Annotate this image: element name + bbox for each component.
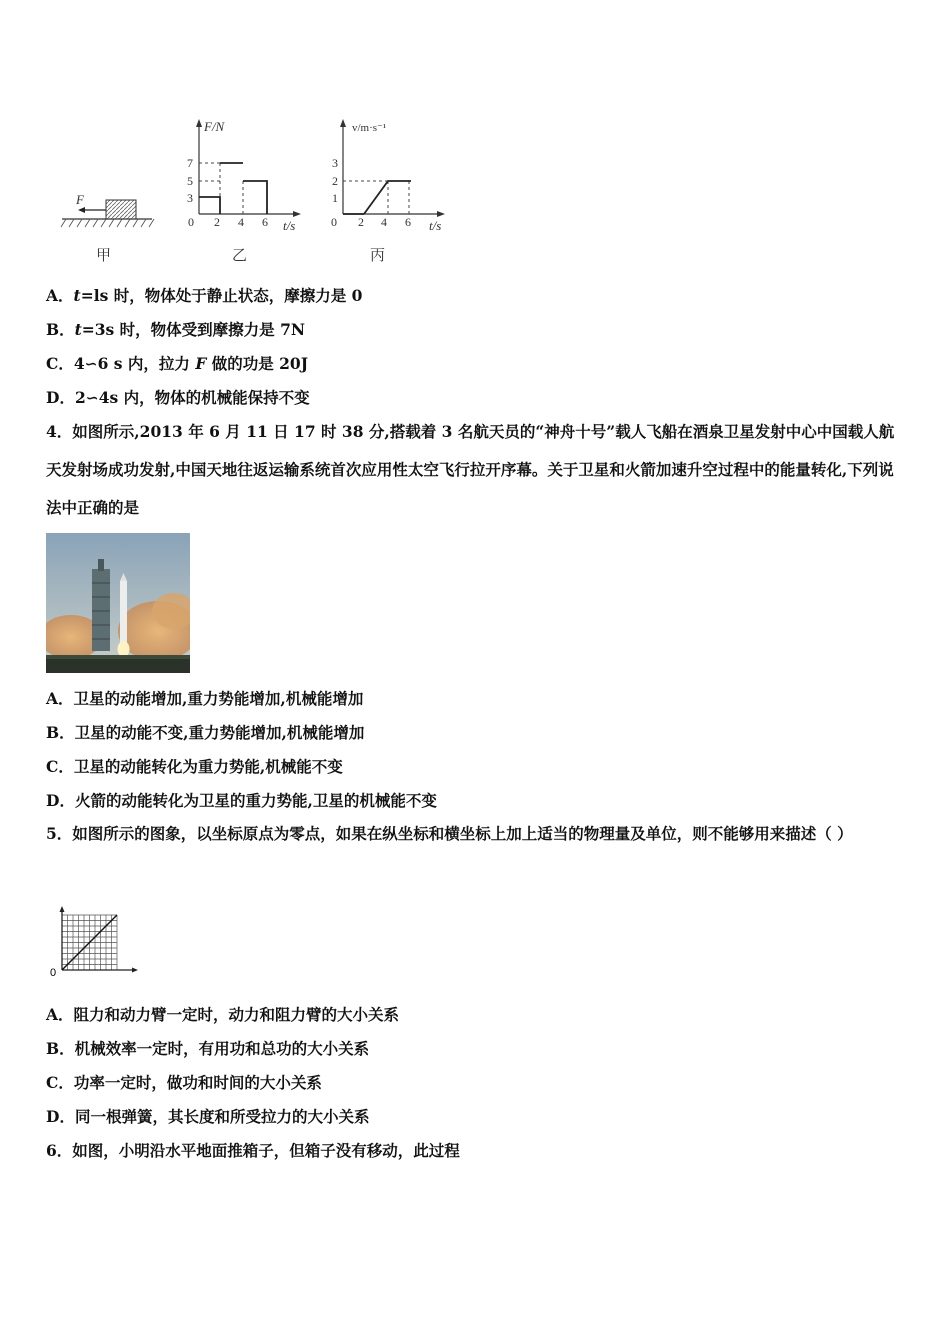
rocket: [120, 581, 127, 643]
ytick-5: 5: [187, 174, 193, 188]
option-text-pre: C．4∽6 s 内，拉力: [46, 354, 190, 373]
q3-option-a: [46, 285, 362, 307]
q5-option-a: A．阻力和动力臂一定时，动力和阻力臂的大小关系: [46, 1005, 400, 1024]
q5-linear-graph: [46, 905, 141, 984]
figure-yi-svg: [184, 112, 319, 270]
xtick-6: 6: [262, 215, 268, 229]
xtick-4: 4: [381, 215, 387, 229]
ytick-7: 7: [187, 156, 193, 170]
caption-yi: 乙: [232, 248, 248, 264]
ytick-3: 3: [187, 191, 193, 205]
q5-option-b: B．机械效率一定时，有用功和总功的大小关系: [46, 1039, 370, 1058]
xtick-0: 0: [188, 215, 194, 229]
xtick-4: 4: [238, 215, 244, 229]
q4-option-b: B．卫星的动能不变,重力势能增加,机械能增加: [46, 723, 365, 742]
caption-bing: 丙: [370, 248, 386, 264]
option-letter: A．: [46, 286, 74, 305]
rocket-launch-photo: [46, 533, 190, 673]
option-letter: B．: [46, 320, 75, 339]
xtick-2: 2: [214, 215, 220, 229]
option-text: =ls 时，物体处于静止状态，摩擦力是 0: [80, 286, 363, 305]
q5-option-c: C．功率一定时，做功和时间的大小关系: [46, 1073, 322, 1092]
rocket-launch-svg: [46, 533, 190, 673]
velocity-curve: [343, 181, 411, 214]
block: [106, 200, 136, 219]
xtick-2: 2: [358, 215, 364, 229]
var-f: F: [195, 354, 207, 373]
origin-label: 0: [50, 967, 57, 979]
figure-bing-svg: [328, 112, 460, 270]
q4-option-d: D．火箭的动能转化为卫星的重力势能,卫星的机械能不变: [46, 791, 437, 810]
q4-stem: 4．如图所示,2013 年 6 月 11 日 17 时 38 分,搭载着 3 名航天员的“神舟十号”载人飞船在酒泉卫星发射中心中国载人航天发射场成功发射,中国天地往返运输系统首次应用性太空飞行拉开序幕。关于卫星和火箭加速升空过程中的能量转化,下列说法中正确的是: [46, 422, 895, 517]
q6-stem: 6．如图，小明沿水平地面推箱子，但箱子没有移动，此过程: [46, 1141, 460, 1160]
axis-xlabel: t/s: [283, 218, 296, 233]
axis-xlabel: t/s: [429, 218, 442, 233]
figure-jia: [60, 190, 160, 270]
q5-graph-svg: [46, 905, 141, 980]
q4-option-a: A．卫星的动能增加,重力势能增加,机械能增加: [46, 689, 364, 708]
option-text: =3s 时，物体受到摩擦力是 7N: [81, 320, 306, 339]
option-text-post: 做的功是 20J: [211, 354, 309, 373]
xtick-0: 0: [331, 215, 337, 229]
q5-option-d: D．同一根弹簧，其长度和所受拉力的大小关系: [46, 1107, 370, 1126]
axis-ylabel: F/N: [204, 119, 225, 134]
figure-yi: [184, 112, 319, 270]
ytick-2: 2: [332, 174, 338, 188]
var-t: t: [73, 286, 81, 305]
q4-option-c: C．卫星的动能转化为重力势能,机械能不变: [46, 757, 343, 776]
q5-stem: 5．如图所示的图象，以坐标原点为零点，如果在纵坐标和横坐标上加上适当的物理量及单位，则不能够用来描述（ ）: [46, 824, 853, 843]
figure-bing: [328, 112, 460, 270]
q3-figures: [60, 112, 460, 270]
xtick-6: 6: [405, 215, 411, 229]
figure-jia-svg: [60, 190, 160, 270]
q3-option-c: [46, 353, 308, 375]
force-step-curve: [199, 163, 267, 214]
axis-ylabel: v/m·s⁻¹: [352, 122, 387, 134]
q3-option-d: D．2∽4s 内，物体的机械能保持不变: [46, 388, 310, 407]
ytick-3: 3: [332, 156, 338, 170]
ytick-1: 1: [332, 191, 338, 205]
caption-jia: 甲: [96, 248, 112, 264]
var-t: t: [74, 320, 82, 339]
force-label: F: [76, 192, 84, 207]
q3-option-b: [46, 319, 305, 341]
